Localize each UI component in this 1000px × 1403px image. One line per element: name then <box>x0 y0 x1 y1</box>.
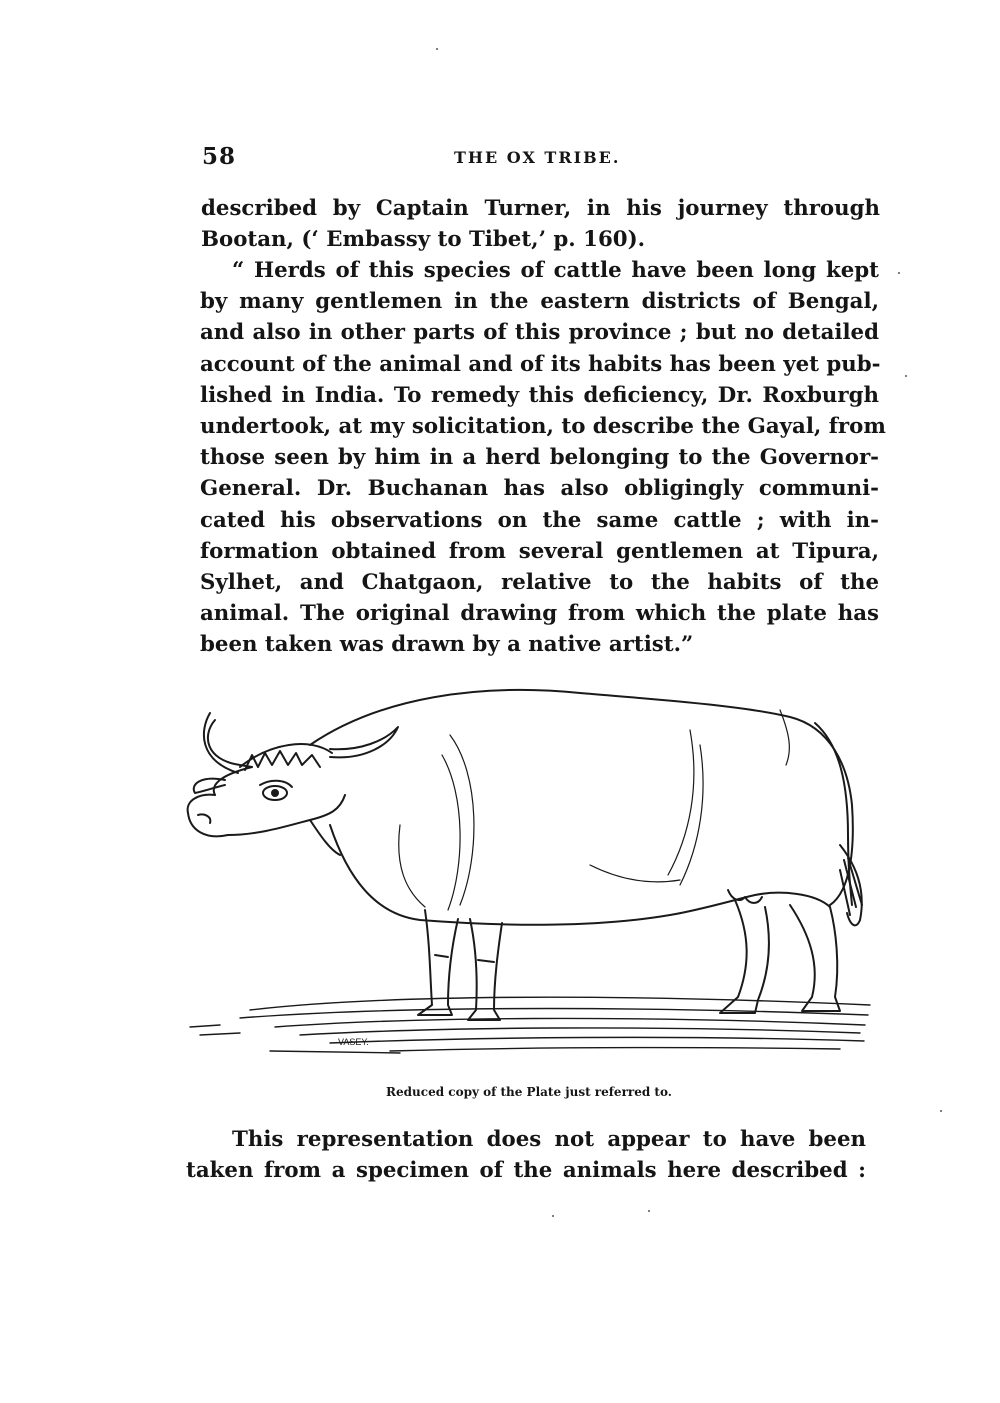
text-line: cated his observations on the same cattle ; with in- <box>200 507 879 533</box>
scan-speck <box>898 272 900 274</box>
text-line: Bootan, (‘ Embassy to Tibet,’ p. 160). <box>201 227 646 253</box>
text-line: by many gentlemen in the eastern districts of Bengal, <box>200 289 879 315</box>
scan-speck <box>905 375 907 377</box>
scan-speck <box>552 1215 554 1217</box>
hind-legs <box>720 890 840 1013</box>
head <box>188 713 398 855</box>
running-title: THE OX TRIBE. <box>454 148 621 167</box>
gayal-engraving <box>180 675 880 1080</box>
text-line: and also in other parts of this province ; but no detailed <box>200 320 879 346</box>
scan-speck <box>436 48 438 50</box>
text-line: Sylhet, and Chatgaon, relative to the habits of the <box>200 570 879 596</box>
front-legs <box>418 910 502 1020</box>
text-line: formation obtained from several gentlemen at Tipura, <box>200 538 879 564</box>
text-line: animal. The original drawing from which the plate has <box>200 601 879 627</box>
text-line: “ Herds of this species of cattle have been long kept <box>232 258 879 283</box>
text-line: undertook, at my solicitation, to describe the Gayal, from <box>200 414 886 440</box>
scan-speck <box>648 1210 650 1212</box>
text-line: been taken was drawn by a native artist.” <box>200 632 694 658</box>
text-line: account of the animal and of its habits has been yet pub- <box>200 351 881 377</box>
paragraph-1 <box>201 193 880 255</box>
text-line: described by Captain Turner, in his journey through <box>201 196 880 221</box>
ground-shadow <box>190 997 870 1053</box>
paragraph-3 <box>186 1124 866 1186</box>
text-line: This representation does not appear to have been <box>232 1127 866 1152</box>
text-line: lished in India. To remedy this deficiency, Dr. Roxburgh <box>200 382 879 408</box>
text-line: those seen by him in a herd belonging to the Governor- <box>200 445 879 471</box>
scan-speck <box>940 1110 942 1112</box>
figure-caption: Reduced copy of the Plate just referred to. <box>386 1085 672 1099</box>
text-line: taken from a specimen of the animals here described : <box>186 1158 866 1184</box>
text-line: General. Dr. Buchanan has also obligingly communi- <box>200 476 879 502</box>
page-number: 58 <box>202 143 237 170</box>
body-shading <box>399 710 790 910</box>
engraver-signature: VASEY. <box>338 1037 369 1047</box>
paragraph-2-quotation <box>200 255 886 661</box>
body-outline <box>310 690 853 925</box>
